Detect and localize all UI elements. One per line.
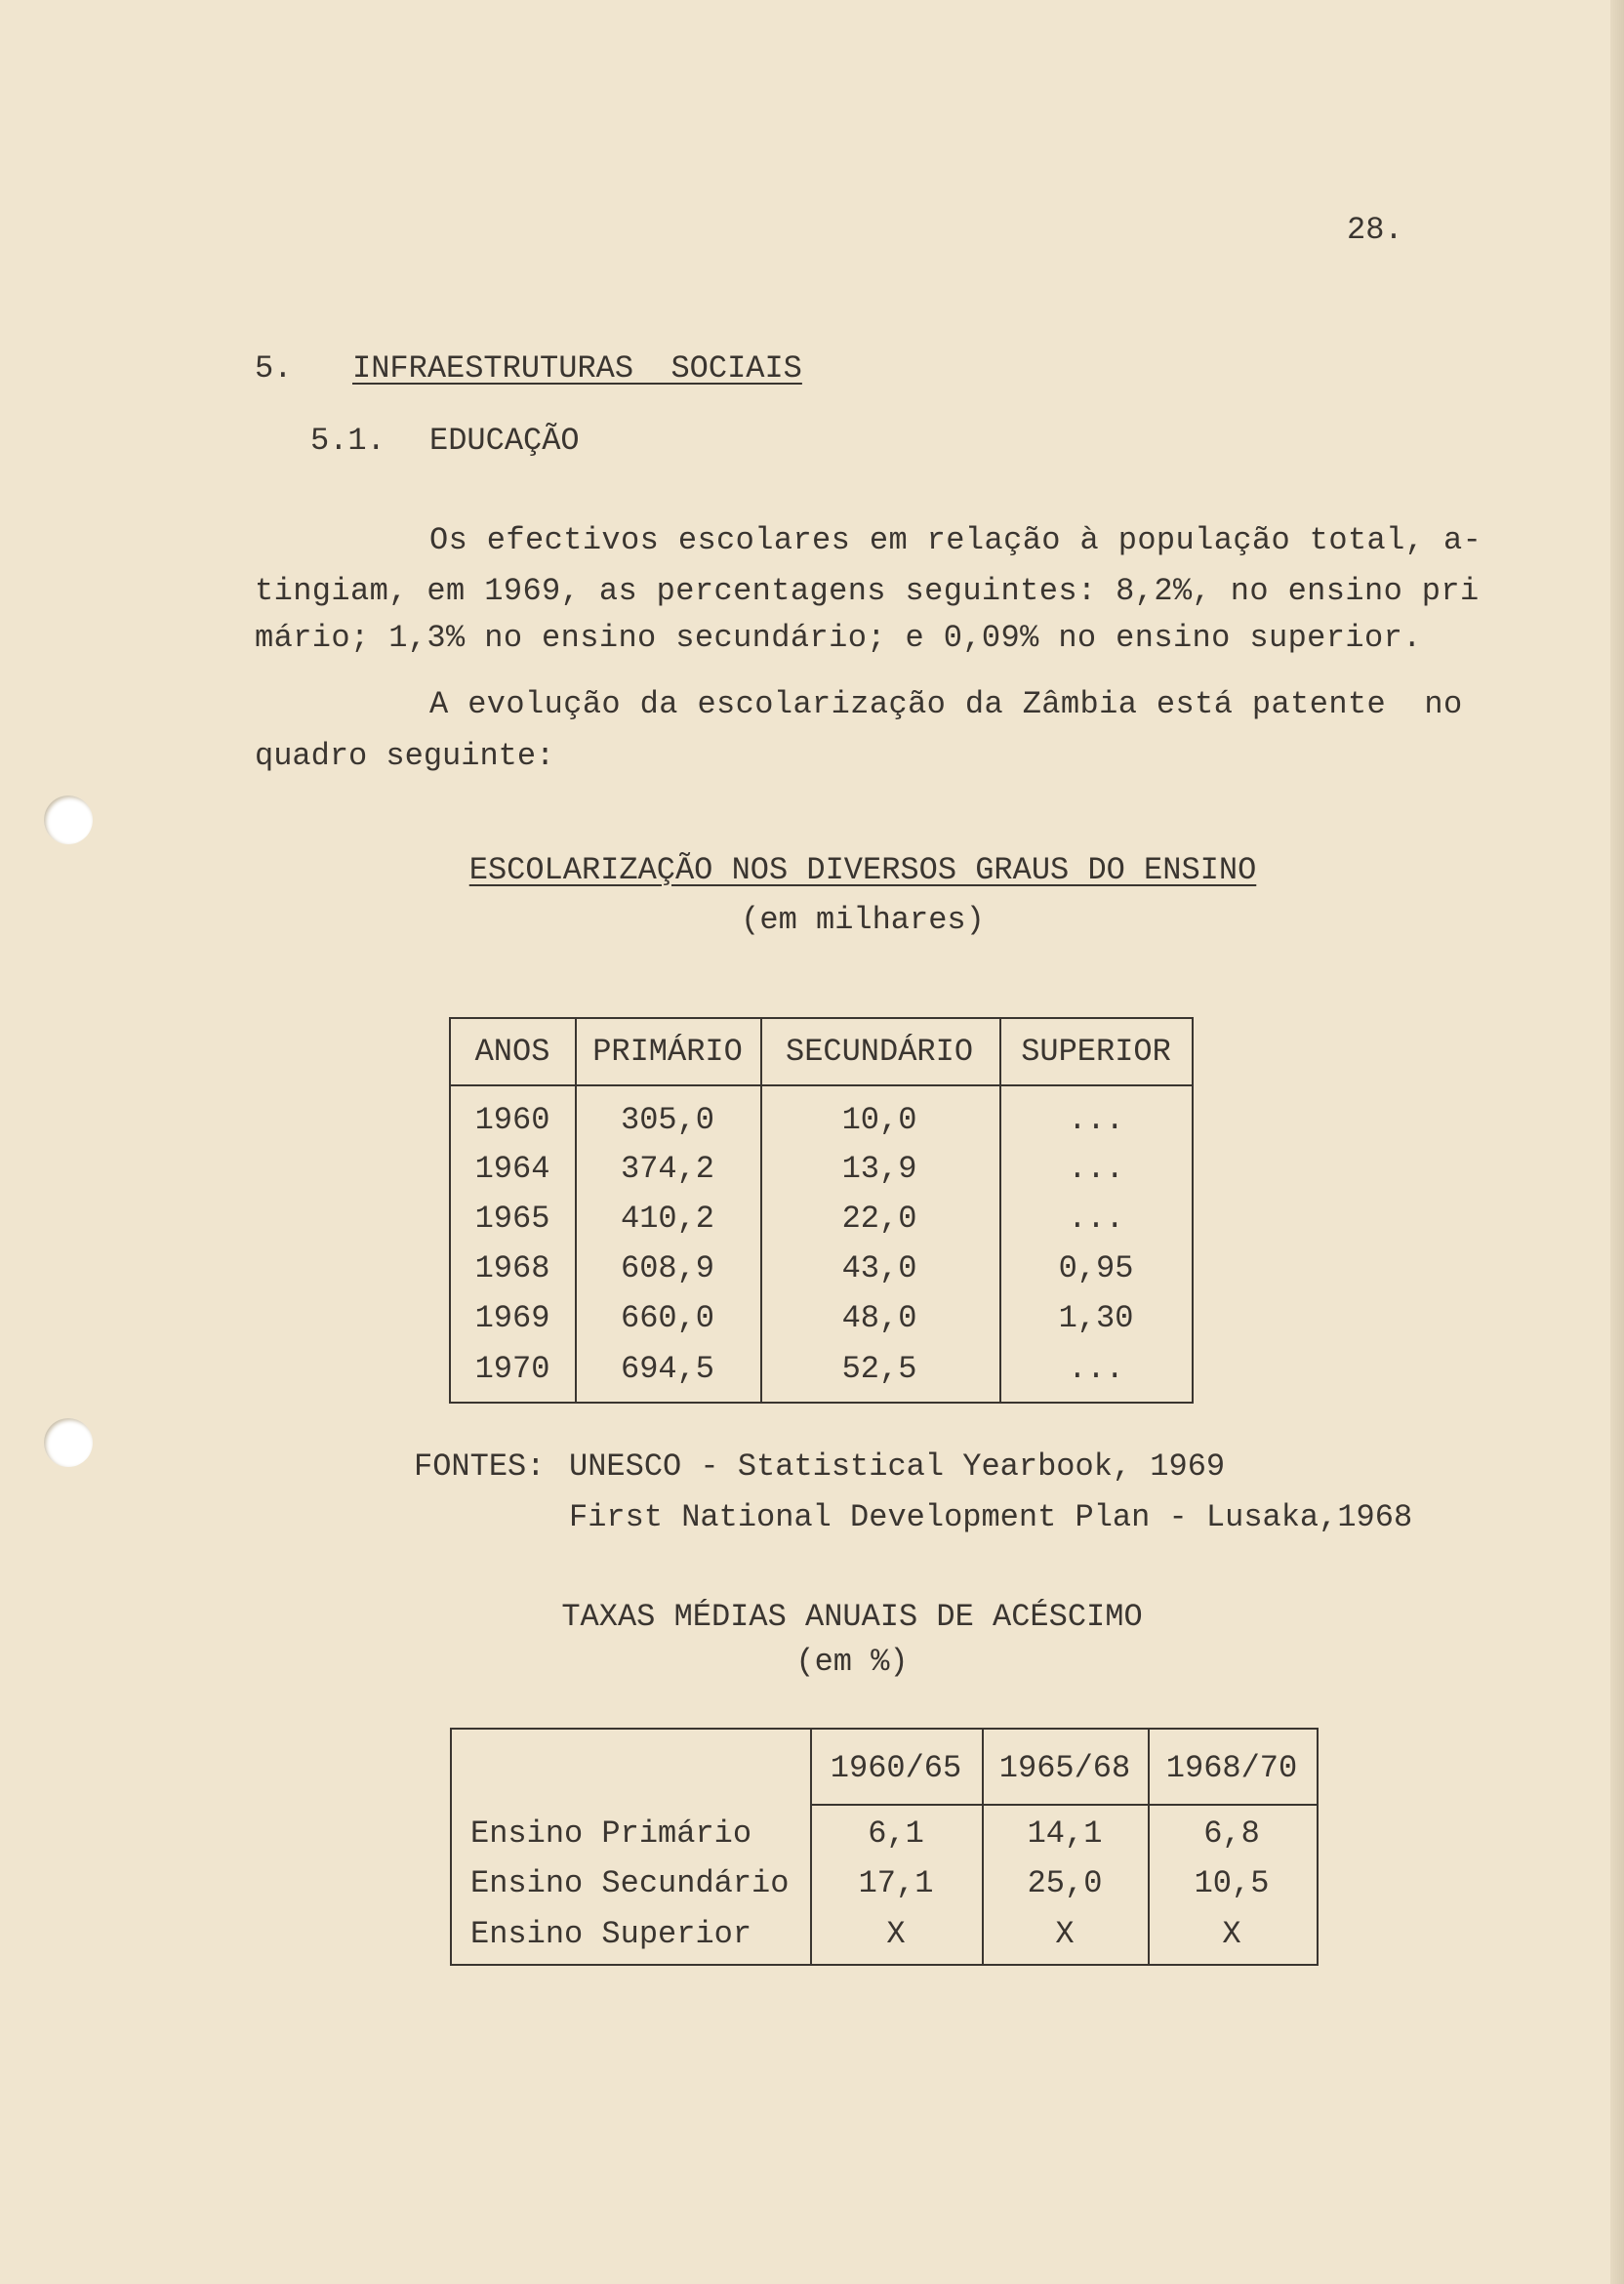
punch-hole [44,795,93,844]
table1-cell: 305,0 [620,1102,715,1138]
table2-cell: 6,1 [868,1815,924,1852]
paragraph-line: quadro seguinte: [255,738,555,774]
paragraph-line: Os efectivos escolares em relação à população total, a- [429,522,1482,558]
table1-cell: 13,9 [841,1151,917,1187]
paragraph-line: tingiam, em 1969, as percentagens seguintes: 8,2%, no ensino pri [255,573,1480,609]
section-number: 5. [255,350,293,387]
table1-cell: 374,2 [620,1151,715,1187]
table1-cell: ... [1068,1151,1124,1187]
table1-cell: 10,0 [841,1102,917,1138]
table2-cell: 10,5 [1194,1865,1270,1901]
table1-cell: 608,9 [620,1250,715,1286]
sources-label: FONTES: [414,1448,546,1485]
subsection-number: 5.1. [310,423,386,459]
section-title: INFRAESTRUTURAS SOCIAIS [352,350,802,387]
table1-year-cell: 1968 [474,1250,550,1286]
table1-cell: ... [1068,1201,1124,1237]
table1-title: ESCOLARIZAÇÃO NOS DIVERSOS GRAUS DO ENSINO [468,852,1257,888]
paragraph-line: mário; 1,3% no ensino secundário; e 0,09% no ensino superior. [255,620,1422,656]
table1-header: ANOS [474,1034,550,1070]
table1-cell: 52,5 [841,1351,917,1387]
page-number: 28. [1347,212,1403,248]
table2-cell: 17,1 [858,1865,934,1901]
table2-subtitle: (em %) [795,1644,909,1680]
table2-row-label: Ensino Secundário [470,1865,790,1901]
paragraph-line: A evolução da escolarização da Zâmbia está patente no [429,686,1463,722]
punch-hole [44,1418,93,1467]
table2-row-label: Ensino Primário [470,1815,752,1852]
table1-subtitle: (em milhares) [741,902,985,938]
source-line: UNESCO - Statistical Yearbook, 1969 [569,1448,1226,1485]
table1-cell: 410,2 [620,1201,715,1237]
table2-cell: X [886,1916,906,1952]
table1-cell: ... [1068,1351,1124,1387]
table1-cell: 1,30 [1058,1300,1134,1336]
table1-cell: 43,0 [841,1250,917,1286]
table1-year-cell: 1965 [474,1201,550,1237]
table1-cell: 694,5 [620,1351,715,1387]
table2-title: TAXAS MÉDIAS ANUAIS DE ACÉSCIMO [561,1599,1143,1635]
table2-row-label: Ensino Superior [470,1916,752,1952]
table1-year-cell: 1960 [474,1102,550,1138]
table1-cell: 660,0 [620,1300,715,1336]
table1-cell: 22,0 [841,1201,917,1237]
table2-header: 1968/70 [1165,1750,1298,1786]
subsection-title: EDUCAÇÃO [429,423,580,459]
page-edge-shadow [1610,0,1624,2284]
table1-year-cell: 1964 [474,1151,550,1187]
table1-header: SUPERIOR [1021,1034,1171,1070]
table2-cell: X [1222,1916,1241,1952]
table1-cell: ... [1068,1102,1124,1138]
table1-year-cell: 1969 [474,1300,550,1336]
table1-header: SECUNDÁRIO [785,1034,974,1070]
table1-year-cell: 1970 [474,1351,550,1387]
table1-cell: 0,95 [1058,1250,1134,1286]
table2-cell: 25,0 [1027,1865,1103,1901]
table2-header: 1965/68 [998,1750,1131,1786]
table2-cell: 6,8 [1203,1815,1260,1852]
table2-cell: X [1055,1916,1075,1952]
table1-header: PRIMÁRIO [592,1034,743,1070]
table2-header: 1960/65 [830,1750,962,1786]
source-line: First National Development Plan - Lusaka,1968 [569,1499,1413,1535]
table2-cell: 14,1 [1027,1815,1103,1852]
table1-cell: 48,0 [841,1300,917,1336]
